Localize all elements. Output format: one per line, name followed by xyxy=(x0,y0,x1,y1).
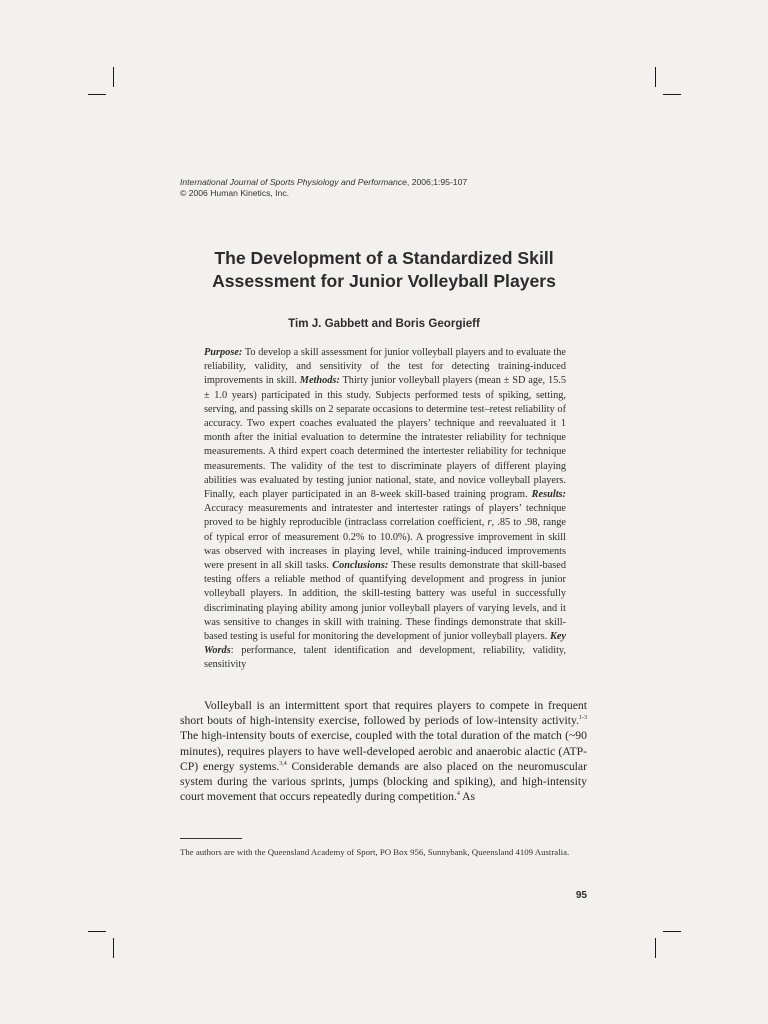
crop-mark xyxy=(88,94,106,95)
crop-mark xyxy=(663,931,681,932)
journal-copyright: © 2006 Human Kinetics, Inc. xyxy=(180,188,290,198)
abstract-label-methods: Methods: xyxy=(299,375,340,387)
body-paragraph: Volleyball is an intermittent sport that requires players to compete in frequent short bouts of high-intensity exercise, followed by periods of low-intensity activity.$^{1-3}$ The high-intensity bouts of exercise, coupled with the total duration of the match (~90 minutes), requires players to have well-developed aerobic and anaerobic alactic (ATP-CP) energy systems.$^{3,4}$ Considerable demands are also placed on the neuromuscular system during the various sprints, jumps (blocking and spiking), and high-intensity court movement that occurs repeatedly during competition.$^4$ As xyxy=(180,699,587,804)
abstract-label-keywords: Key Words xyxy=(204,631,566,657)
footnote-rule xyxy=(180,838,242,839)
abstract-label-results: Results: xyxy=(531,489,566,501)
crop-mark xyxy=(113,67,114,87)
crop-mark xyxy=(88,931,106,932)
article-title: The Development of a Standardized Skill Assessment for Junior Volleyball Players xyxy=(212,248,556,291)
crop-mark xyxy=(663,94,681,95)
citation-ref: 4 xyxy=(456,791,460,798)
citation-ref: 1-3 xyxy=(579,715,587,722)
crop-mark xyxy=(655,67,656,87)
crop-mark xyxy=(655,938,656,958)
abstract-label-purpose: Purpose: xyxy=(204,347,243,358)
footnote: The authors are with the Queensland Academy of Sport, PO Box 956, Sunnybank, Queensland 4109 Australia. xyxy=(180,847,570,857)
page-number: 95 xyxy=(575,890,587,901)
abstract-label-conclusions: Conclusions: xyxy=(332,560,389,572)
article-authors: Tim J. Gabbett and Boris Georgieff xyxy=(288,317,480,330)
citation-ref: 3,4 xyxy=(279,760,287,767)
journal-citation: International Journal of Sports Physiology and Performance, 2006;1:95-107 xyxy=(180,177,468,187)
abstract: Purpose: To develop a skill assessment for junior volleyball players and to evaluate the reliability, validity, and sensitivity of the test for detecting training-induced improvements in skill. Methods: Thirty junior volleyball players (mean ± SD age, 15.5 ± 1.0 years) participated in this study. Subjects performed tests of spiking, setting, serving, and passing skills on 2 separate occasions to determine test–retest reliability of accuracy. Two expert coaches evaluated the players’ technique and reevaluated it 1 month after the initial evaluation to determine the intratester reliability for technique measurements. A third expert coach determined the intertester reliability for technique measurements. The validity of the test to discriminate players of different playing abilities was evaluated by testing junior national, state, and novice volleyball players. Finally, each player participated in an 8-week skill-based training program. Results: Accuracy measurements and intratester and intertester ratings of players’ technique proved to be highly reproducible (intraclass correlation coefficient, r, .85 to .98, range of typical error of measurement 0.2% to 10.0%). A progressive improvement in skill was observed with increases in playing level, while training-induced improvements were present in all skill tasks. Conclusions: These results demonstrate that skill-based testing offers a reliable method of quantifying development and progress in junior volleyball players. In addition, the skill-testing battery was useful in successfully discriminating playing ability among junior volleyball players of varying levels, and it was sensitive to changes in skill with training. These findings demonstrate that skill-based testing is useful for monitoring the development of junior volleyball players. Key Words: performance, talent identification and development, reliability, validity, sensitivity xyxy=(204,347,566,671)
crop-mark xyxy=(113,938,114,958)
journal-header xyxy=(180,177,600,199)
